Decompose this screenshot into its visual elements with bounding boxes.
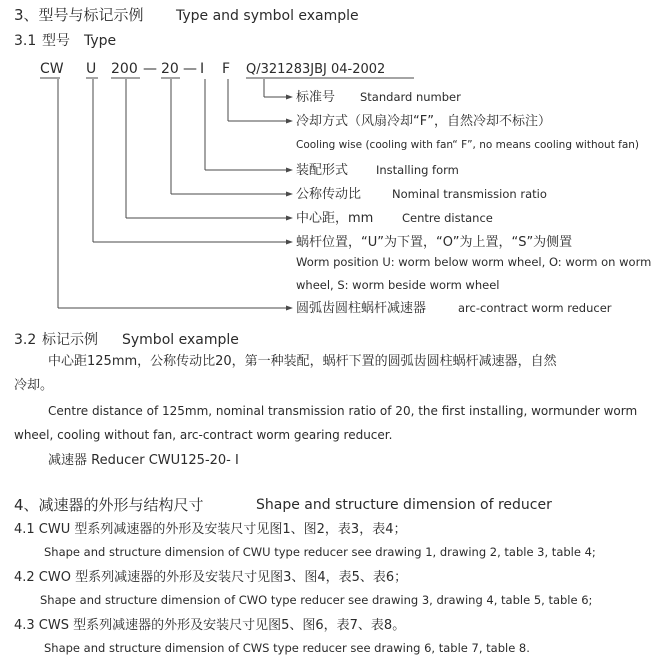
label-cooling-en: Cooling wise (cooling with fan“ F”, no means cooling without fan): [296, 139, 640, 151]
code-i: I: [200, 61, 205, 77]
label-arc-reducer-en: arc-contract worm reducer: [458, 301, 612, 315]
label-worm-position-cn: 蜗杆位置，“U”为下置，“O”为上置，“S”为侧置: [296, 235, 573, 250]
item-4-2-en: Shape and structure dimension of CWO type reducer see drawing 3, drawing 4, table 5, table 6;: [40, 593, 593, 607]
label-worm-position-en-2: wheel, S: worm beside worm wheel: [296, 278, 500, 292]
label-ratio-en: Nominal transmission ratio: [392, 187, 547, 201]
code-20: 20: [161, 61, 179, 77]
section-4-title: 4、减速器的外形与结构尺寸: [14, 496, 204, 514]
section-4-title-en: Shape and structure dimension of reducer: [256, 497, 552, 513]
label-cooling-cn: 冷却方式（风扇冷却“F”，自然冷却不标注）: [296, 114, 551, 129]
label-installing-cn: 装配形式: [296, 163, 349, 178]
code-u: U: [86, 61, 97, 77]
label-worm-position-en-1: Worm position U: worm below worm wheel, O: worm on worm: [296, 255, 652, 269]
label-ratio-cn: 公称传动比: [296, 187, 362, 202]
label-arc-reducer-cn: 圆弧齿圆柱蜗杆减速器: [296, 301, 427, 316]
section-3-title: 3、型号与标记示例: [14, 6, 144, 24]
label-installing-en: Installing form: [376, 163, 459, 177]
item-4-1-en: Shape and structure dimension of CWU type reducer see drawing 1, drawing 2, table 3, table 4;: [44, 545, 596, 559]
example-paragraph-en: Centre distance of 125mm, nominal transmission ratio of 20, the first installing, wormunder worm: [48, 404, 638, 418]
item-4-3-en: Shape and structure dimension of CWS type reducer see drawing 6, table 7, table 8.: [44, 641, 530, 655]
item-4-2-cn: 4.2 CWO 型系列减速器的外形及安装尺寸见图3、图4，表5、表6；: [14, 570, 408, 585]
example-paragraph-en-cont: wheel, cooling without fan, arc-contract worm gearing reducer.: [14, 428, 393, 442]
subsection-3-1-title: 型号: [42, 33, 70, 49]
item-4-1-cn: 4.1 CWU 型系列减速器的外形及安装尺寸见图1、图2，表3，表4；: [14, 522, 407, 537]
label-standard-en: Standard number: [360, 90, 461, 104]
reducer-example-code: 减速器 Reducer CWU125-20- Ⅰ: [48, 453, 239, 468]
subsection-3-1-number: 3.1: [14, 33, 37, 49]
code-standard: Q/321283JBJ 04-2002: [246, 62, 386, 77]
code-f: F: [222, 61, 231, 77]
label-standard-cn: 标准号: [296, 90, 336, 105]
subsection-3-2-title-en: Symbol example: [122, 332, 239, 348]
label-centre-distance-en: Centre distance: [402, 211, 493, 225]
subsection-3-1-title-en: Type: [84, 33, 117, 49]
code-200: 200: [111, 61, 138, 77]
section-3-title-en: Type and symbol example: [176, 8, 359, 24]
code-dash-1: —: [143, 61, 157, 77]
item-4-3-cn: 4.3 CWS 型系列减速器的外形及安装尺寸见图5、图6，表7、表8。: [14, 618, 406, 633]
code-dash-2: —: [183, 61, 197, 77]
subsection-3-2-number: 3.2: [14, 332, 37, 348]
label-centre-distance-cn: 中心距，mm: [296, 211, 374, 226]
example-paragraph-cn: 中心距125mm，公称传动比20，第一种装配，蜗杆下置的圆弧齿圆柱蜗杆减速器，自然: [48, 354, 557, 369]
subsection-3-2-title: 标记示例: [42, 332, 98, 348]
example-paragraph-cn-cont: 冷却。: [14, 378, 54, 393]
code-cw: CW: [40, 61, 64, 77]
